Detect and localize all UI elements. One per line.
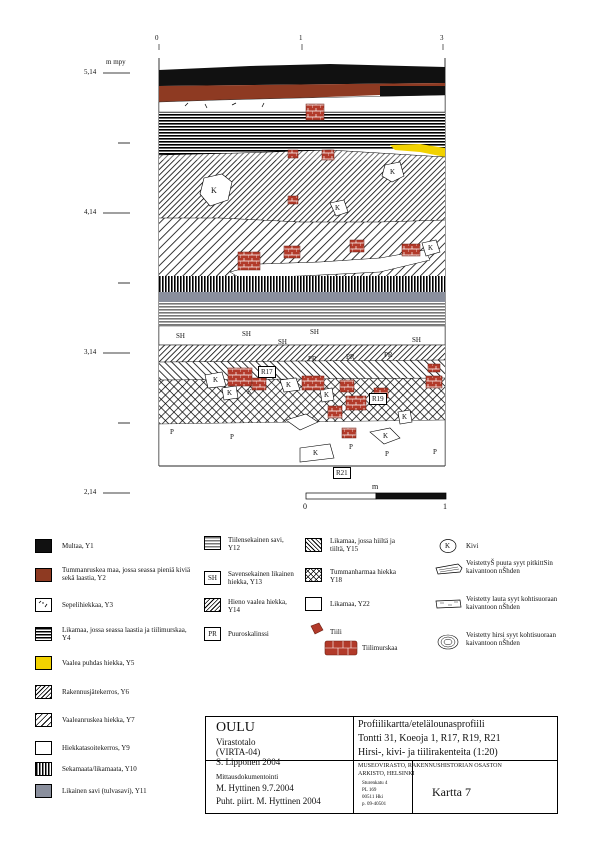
stone-label: K — [428, 244, 434, 252]
swatch-pr-code: PR — [208, 630, 217, 638]
swatch-y10 — [35, 762, 52, 776]
stone-label: K — [227, 389, 233, 397]
legend-puu1: VeistettyŠ puuta syyt pitkittSin kaivantoon nŠhden — [466, 559, 553, 575]
elevation-unit: m mpy — [106, 58, 126, 66]
swatch-y13 — [204, 571, 221, 585]
p-label: P — [433, 448, 437, 456]
swatch-y6 — [35, 685, 52, 699]
scale-bar-start: 0 — [303, 502, 307, 511]
sh-label: SH — [242, 330, 251, 338]
scale-bar-end: 1 — [443, 502, 447, 511]
swatch-y15 — [305, 538, 322, 552]
stone-label: K — [390, 168, 396, 176]
elevation-414: 4,14 — [84, 208, 97, 216]
legend-y2: Tummanruskea maa, jossa seassa pieniä kiviä sekä laastia, Y2 — [62, 566, 191, 582]
stone-label: K — [211, 186, 217, 195]
stone-label: K — [286, 381, 292, 389]
title-block-divider-v — [353, 716, 354, 814]
stone-label: K — [324, 391, 330, 399]
org-line1: MUSEOVIRASTO, RAKENNUSHISTORIAN OSASTON — [358, 763, 502, 769]
author: S. Lipponen 2004 — [216, 757, 281, 767]
sh-label: SH — [310, 328, 319, 336]
legend-y4: Likamaa, jossa seassa laastia ja tiilimurskaa, Y4 — [62, 626, 187, 642]
top-tick-0: 0 — [155, 34, 159, 42]
swatch-y11 — [35, 784, 52, 798]
swatch-y2 — [35, 568, 52, 582]
address-line2: PL 169 — [362, 788, 377, 793]
p-label: P — [170, 428, 174, 436]
drawing-title: Profiilikartta/etelälounasprofiili — [358, 719, 485, 730]
address-line3: 00511 Hki — [362, 795, 384, 800]
legend-y15: Likamaa, jossa hiiltä ja tiiltä, Y15 — [330, 537, 395, 553]
address-line1: Sturenkatu 4 — [362, 781, 388, 786]
brick-icon — [309, 622, 325, 636]
p-label: P — [385, 450, 389, 458]
pr-label: PR — [308, 355, 317, 363]
stone-label: K — [335, 204, 341, 212]
pr-label: PR — [346, 353, 355, 361]
swatch-y13-code: SH — [208, 574, 217, 582]
stone-label: K — [402, 413, 408, 421]
legend-y1: Multaa, Y1 — [62, 542, 94, 550]
elevation-314: 3,14 — [84, 348, 97, 356]
pr-label: PR — [384, 351, 393, 359]
swatch-y9 — [35, 741, 52, 755]
place: OULU — [216, 720, 255, 735]
swatch-y22 — [305, 597, 322, 611]
scale-bar-unit: m — [372, 482, 379, 491]
swatch-y5 — [35, 656, 52, 670]
legend-y7: Vaaleanruskea hiekka, Y7 — [62, 716, 135, 724]
org-line2: ARKISTO, HELSINKI — [358, 771, 415, 777]
top-tick-1: 1 — [299, 34, 303, 42]
legend-y18: Tummanharmaa hiekka Y18 — [330, 568, 397, 584]
measured-by: M. Hyttinen 9.7.2004 — [216, 783, 294, 793]
legend-y22: Likamaa, Y22 — [330, 600, 370, 608]
swatch-y3 — [35, 598, 52, 612]
legend-kivi: Kivi — [466, 542, 479, 550]
building: Virastotalo — [216, 737, 256, 747]
swatch-y18 — [305, 568, 322, 582]
legend-y6: Rakennusjätekerros, Y6 — [62, 688, 129, 696]
p-label: P — [349, 443, 353, 451]
stone-label: K — [247, 388, 253, 396]
legend-kivi-code: K — [445, 542, 451, 550]
drawing-sub2: Hirsi-, kivi- ja tiilirakenteita (1:20) — [358, 747, 498, 758]
wood-grain-icon — [434, 562, 464, 576]
stone-label: K — [213, 376, 219, 384]
sh-label: SH — [278, 338, 287, 346]
sh-label: SH — [176, 332, 185, 340]
address-line4: p. 09-40501 — [362, 802, 387, 807]
swatch-y4 — [35, 627, 52, 641]
legend-pr: Puuroskalinssi — [228, 630, 269, 638]
tag-r21: R21 — [333, 467, 351, 479]
legend-tiili: Tiili — [330, 628, 342, 636]
tag-r17: R17 — [258, 366, 276, 378]
plank-icon — [434, 597, 464, 611]
elevation-514: 5,14 — [84, 68, 97, 76]
legend-y10: Sekamaata/likamaata, Y10 — [62, 765, 137, 773]
legend-y14: Hieno vaalea hiekka, Y14 — [228, 598, 287, 614]
swatch-y12 — [204, 536, 221, 550]
drawn-by: Puht. piirt. M. Hyttinen 2004 — [216, 796, 321, 806]
top-tick-3: 3 — [440, 34, 444, 42]
p-label: P — [230, 433, 234, 441]
sheet-number: Kartta 7 — [432, 785, 471, 799]
legend-y3: Sepelihiekkaa, Y3 — [62, 601, 114, 609]
swatch-y14 — [204, 598, 221, 612]
legend-y5: Vaalea puhdas hiekka, Y5 — [62, 659, 135, 667]
sh-label: SH — [412, 336, 421, 344]
stone-label: K — [383, 432, 389, 440]
drawing-sub1: Tontti 31, Koeoja 1, R17, R19, R21 — [358, 733, 501, 744]
swatch-pr — [204, 627, 221, 641]
legend-tiilimurskaa: Tiilimurskaa — [362, 644, 398, 652]
swatch-y1 — [35, 539, 52, 553]
swatch-y7 — [35, 713, 52, 727]
legend-puu2: Veistetty lauta syyt kohtisuoraan kaivantoon nŠhden — [466, 595, 558, 611]
brick-rubble-icon — [324, 638, 358, 658]
stone-label: K — [313, 449, 319, 457]
legend-y13: Savensekainen likainen hiekka, Y13 — [228, 570, 294, 586]
legend-y9: Hiekkatasoitekerros, Y9 — [62, 744, 130, 752]
elevation-214: 2,14 — [84, 488, 97, 496]
legend-y11: Likainen savi (tulvasavi), Y11 — [62, 787, 147, 795]
legend-y12: Tiilensekainen savi, Y12 — [228, 536, 284, 552]
log-icon — [436, 633, 460, 651]
measure-heading: Mittausdokumentointi — [216, 773, 279, 781]
project-code: (VIRTA-04) — [216, 747, 261, 757]
legend-puu3: Veistetty hirsi syyt kohtisuoraan kaivantoon nŠhden — [466, 631, 557, 647]
tag-r19: R19 — [369, 393, 387, 405]
